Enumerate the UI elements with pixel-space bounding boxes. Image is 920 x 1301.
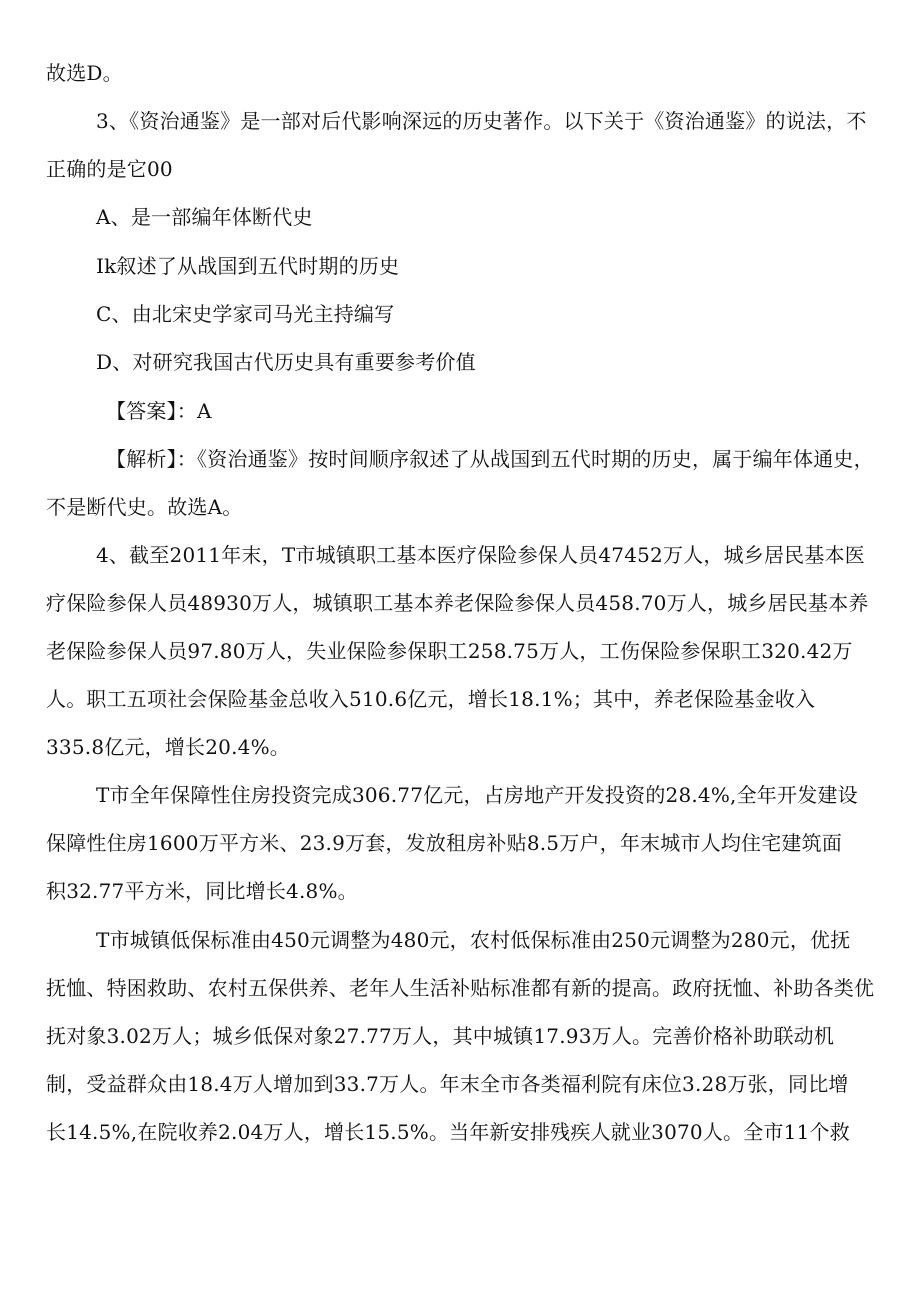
question-4-paragraph-line: 疗保险参保人员48930万人，城镇职工基本养老保险参保人员458.70万人，城乡居民基本养 — [46, 591, 869, 615]
question-4-paragraph-line: 4、截至2011年末，T市城镇职工基本医疗保险参保人员47452万人，城乡居民基本医 — [96, 543, 865, 567]
option-d: D、对研究我国古代历史具有重要参考价值 — [96, 350, 476, 374]
question-4-paragraph-line: 335.8亿元，增长20.4%。 — [46, 735, 290, 759]
housing-paragraph-line: 保障性住房1600万平方米、23.9万套，发放租房补贴8.5万户，年末城市人均住宅建筑面 — [46, 831, 843, 855]
option-c: C、由北宋史学家司马光主持编写 — [96, 302, 395, 326]
welfare-paragraph-line: 抚对象3.02万人；城乡低保对象27.77万人，其中城镇17.93万人。完善价格补助联动机 — [46, 1024, 835, 1048]
welfare-paragraph-line: 长14.5%,在院收养2.04万人，增长15.5%。当年新安排残疾人就业3070人。全市11个救 — [46, 1120, 850, 1144]
housing-paragraph-line: T市全年保障性住房投资完成306.77亿元，占房地产开发投资的28.4%,全年开发建设 — [96, 783, 858, 807]
housing-paragraph-line: 积32.77平方米，同比增长4.8%。 — [46, 879, 358, 903]
text-line: 故选D。 — [46, 61, 123, 85]
welfare-paragraph-line: 制，受益群众由18.4万人增加到33.7万人。年末全市各类福利院有床位3.28万张，同比增 — [46, 1072, 849, 1096]
answer-line: 【答案】：A — [106, 399, 212, 423]
welfare-paragraph-line: 抚恤、特困救助、农村五保供养、老年人生活补贴标准都有新的提高。政府抚恤、补助各类优 — [46, 976, 875, 1000]
question-4-paragraph-line: 人。职工五项社会保险基金总收入510.6亿元，增长18.1%；其中，养老保险基金收入 — [46, 687, 816, 711]
analysis-line: 【解析】：《资治通鉴》按时间顺序叙述了从战国到五代时期的历史，属于编年体通史， — [106, 447, 874, 471]
question-3-stem: 3、《资治通鉴》是一部对后代影响深远的历史著作。以下关于《资治通鉴》的说法，不 — [96, 109, 867, 133]
welfare-paragraph-line: T市城镇低保标准由450元调整为480元，农村低保标准由250元调整为280元，优抚 — [96, 928, 851, 952]
option-a: A、是一部编年体断代史 — [96, 205, 313, 229]
analysis-line-continued: 不是断代史。故选A。 — [46, 495, 243, 519]
question-3-stem-continued: 正确的是它00 — [46, 157, 173, 181]
question-4-paragraph-line: 老保险参保人员97.80万人，失业保险参保职工258.75万人，工伤保险参保职工320.42万 — [46, 639, 853, 663]
option-b: Ik叙述了从战国到五代时期的历史 — [96, 254, 400, 278]
